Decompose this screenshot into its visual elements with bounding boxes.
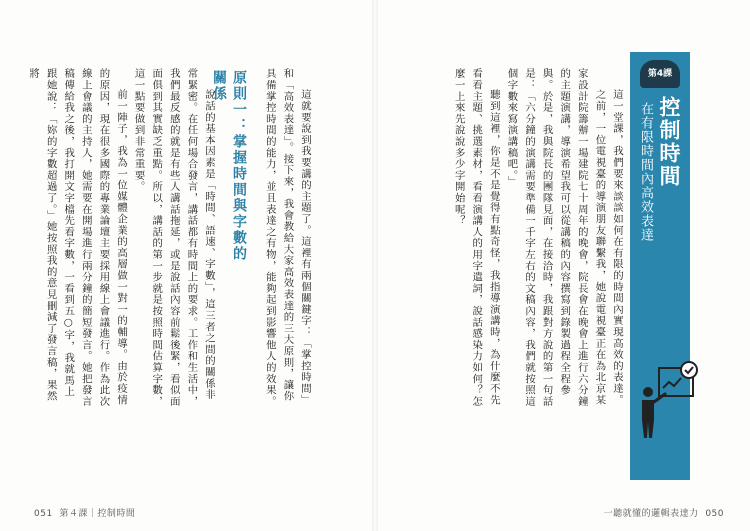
presenter-board-icon	[637, 360, 703, 440]
right-paragraph-3: 聽到這裡，你是不是覺得有點奇怪，我指導演講時，為什麼不先看看主題、挑選素材，看看演講人的用字遣詞，說話感染力如何？怎麼一上來先說說多少字開始呢？	[452, 68, 500, 407]
left-paragraph-1: 說話的基本因素是「時間、語速、字數」，這三者之間的關係非常緊密。在任何場合發言，講話都有時間上的要求。工作和生活中，我們最反感的就是有些人講話拖延，或是說話內容前鬆後緊，看似面面俱到其實缺乏重點。所以，講話的第一步就是按照時間估算字數，這一點要做到非常重要。	[132, 68, 215, 407]
left-footer	[34, 506, 135, 519]
right-page-body	[395, 68, 625, 408]
book-gutter	[372, 0, 378, 531]
right-footer-title: 一聽就懂的邏輯表達力	[603, 509, 699, 519]
right-paragraph-1: 這一堂課，我們要來談談如何在有限的時間內實現高效的表達。	[611, 88, 623, 406]
lesson-badge: 第4課	[640, 60, 680, 88]
left-page-intro	[253, 68, 313, 408]
left-page-body	[2, 68, 217, 408]
left-intro-paragraph: 這就要說到我要講的主題了。這裡有兩個關鍵字：「掌控時間」和「高效表達」。接下來，我會教給大家高效表達的三大原則，讓你具備掌控時間的能力，並且表達之有物，能夠起到影響他人的效果。	[263, 68, 311, 407]
right-paragraph-2: 之前，一位電視臺的導演朋友聯繫我，她說電視臺正在為北京某家設計院籌辦一場建院七十周年的晚會，院長會在晚會上進行六分鐘的主題演講，導演希望我可以從講稿的內容撰寫到錄製過程全程參與。於是，我與院長的團隊見面，在接洽時，我跟對方說的第一句話是：「六分鐘的演講需要準備一千字左右的文稿內容，我們就按照這個字數來寫演講稿吧。」	[505, 68, 606, 407]
left-page-number: 051	[34, 509, 53, 519]
lesson-title: 控制時間	[657, 96, 681, 188]
right-page-number: 050	[705, 509, 724, 519]
right-footer	[604, 506, 724, 519]
right-page	[375, 0, 750, 531]
lesson-subtitle: 在有限時間內高效表達	[638, 102, 653, 242]
left-paragraph-2: 前一陣子，我為一位媒體企業的高層做一對一的輔導。由於疫情的原因，現在很多國際的專業論壇主要採用線上會議進行。作為此次線上會議的主持人，她需要在開場進行兩分鐘的簡短發言。她把發言稿傳給我之後，我打開文字檔先看字數，一看到五○字，我就馬上跟她說：「妳的字數超過了。」她按照我的意見刪減了發言稿，果然將	[27, 68, 128, 407]
section-heading: 原則一：掌握時間與字數的關係	[211, 70, 247, 262]
left-footer-title: 第４課｜控制時間	[59, 509, 136, 519]
